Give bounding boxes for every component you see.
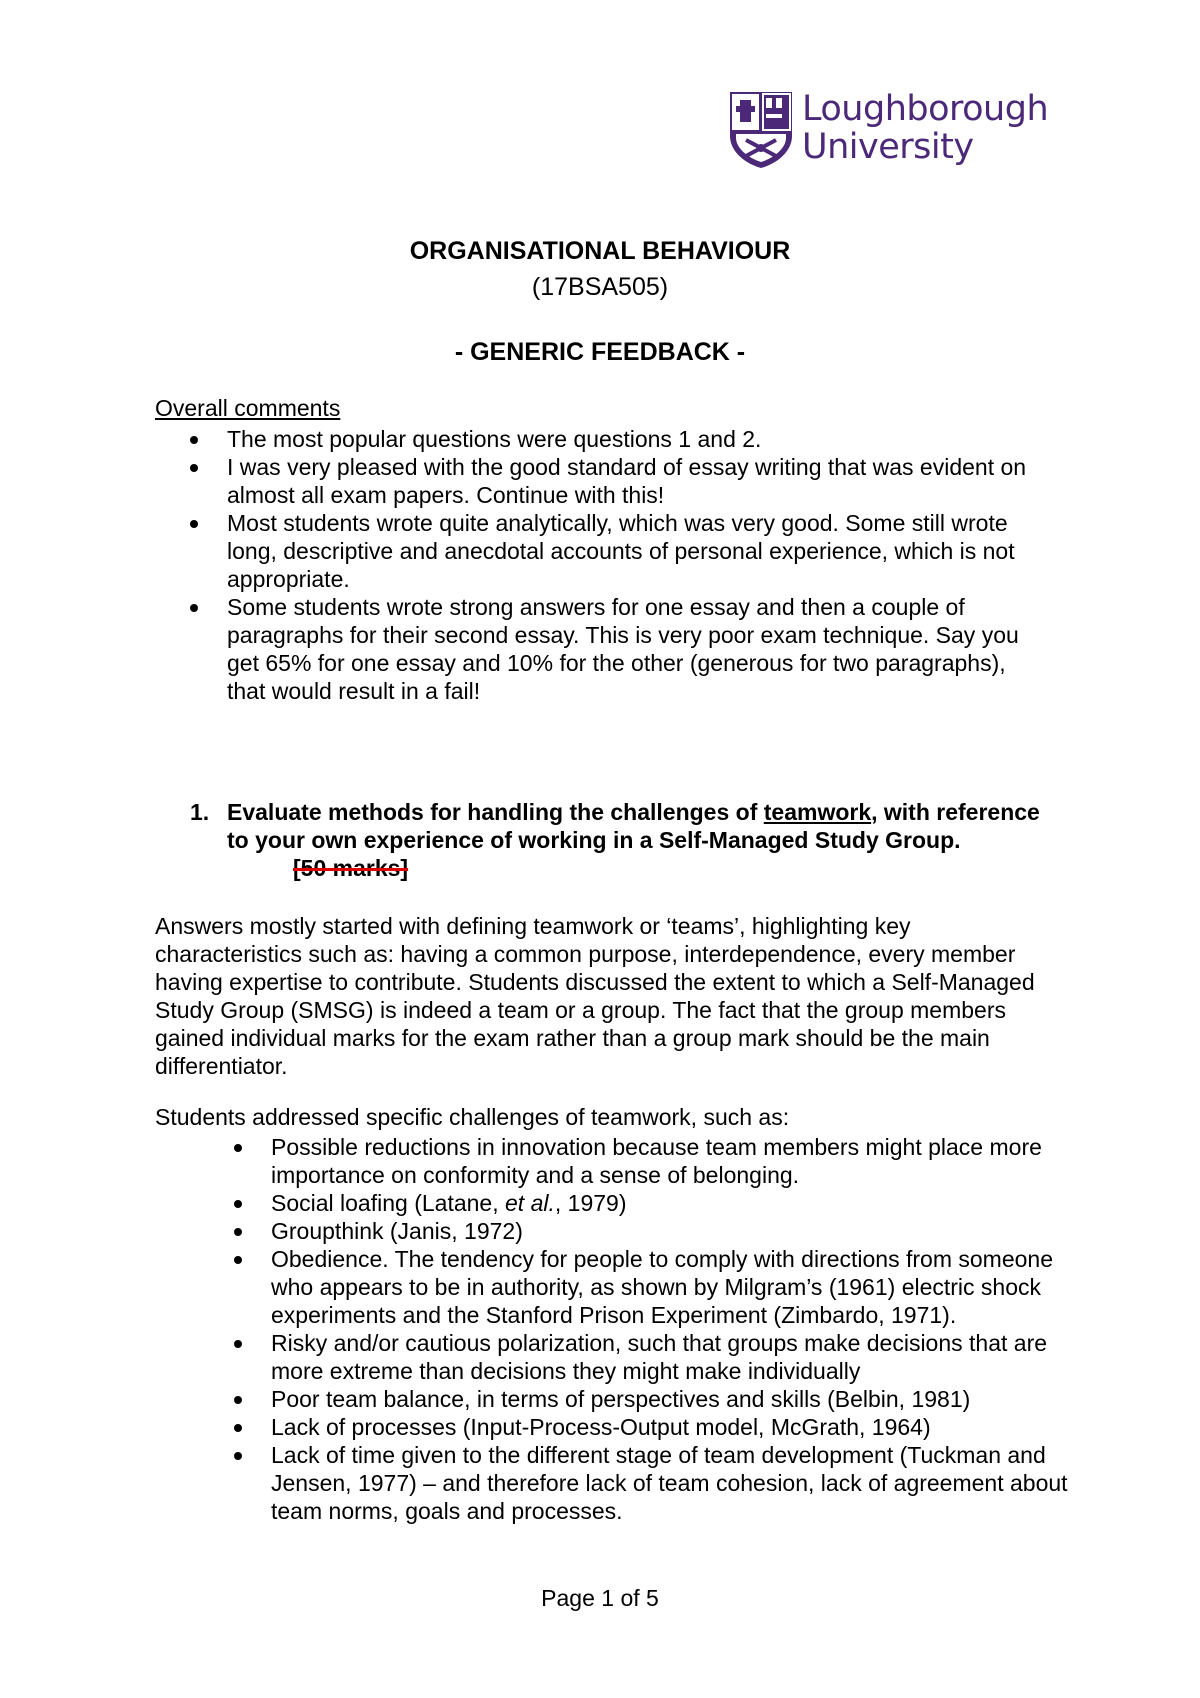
- page-number: Page 1 of 5: [541, 1585, 659, 1611]
- list-item-text: Poor team balance, in terms of perspectives and skills (Belbin, 1981): [271, 1386, 971, 1412]
- list-item: [227, 593, 1047, 705]
- list-item-text: I was very pleased with the good standard of essay writing that was evident on almost all exam papers. Continue with this!: [227, 454, 1027, 508]
- list-item: [271, 1189, 1071, 1217]
- list-item: [271, 1441, 1071, 1525]
- list-item: [271, 1245, 1071, 1329]
- list-item-text: Risky and/or cautious polarization, such that groups make decisions that are more extreme than decisions they might make individually: [271, 1330, 1048, 1384]
- list-item: [227, 425, 1047, 453]
- bullet-icon: [234, 1424, 242, 1432]
- list-item: [271, 1217, 1071, 1245]
- struck-marks: [50 marks]: [293, 855, 409, 881]
- bullet-icon: [234, 1340, 242, 1348]
- university-logo: [728, 89, 1049, 172]
- bullet-icon: [190, 604, 198, 612]
- page-title: ORGANISATIONAL BEHAVIOUR: [409, 237, 791, 265]
- answer-paragraph-2: Students addressed specific challenges of teamwork, such as:: [155, 1104, 790, 1130]
- list-item-text: Groupthink (Janis, 1972): [271, 1218, 523, 1244]
- list-item-text: The most popular questions were questions 1 and 2.: [227, 426, 762, 452]
- university-name-line2: University: [802, 127, 974, 167]
- bullet-icon: [190, 464, 198, 472]
- list-item-text-end: , 1979): [554, 1190, 627, 1216]
- question-underlined-term: teamwork: [763, 799, 872, 825]
- list-item: [227, 453, 1047, 509]
- university-name-line1: Loughborough: [802, 89, 1049, 129]
- course-code: (17BSA505): [531, 273, 669, 301]
- list-item-text: Most students wrote quite analytically, which was very good. Some still wrote long, descriptive and anecdotal accounts of personal experience, which is not appropriate.: [227, 510, 1015, 592]
- list-item: [271, 1385, 1071, 1413]
- bullet-icon: [234, 1200, 242, 1208]
- bullet-icon: [234, 1396, 242, 1404]
- list-item-text: Obedience. The tendency for people to comply with directions from someone who appears to be in authority, as shown by Milgram’s (1961) electric shock experiments and the Stanford Prison Experiment (Zimbardo, 1971).: [271, 1246, 1053, 1328]
- bullet-icon: [190, 520, 198, 528]
- list-item: [271, 1329, 1071, 1385]
- overall-comments-heading: Overall comments: [155, 395, 341, 421]
- bullet-icon: [234, 1144, 242, 1152]
- list-item: [271, 1133, 1071, 1189]
- page-subtitle: - GENERIC FEEDBACK -: [454, 338, 746, 366]
- question-text-start: Evaluate methods for handling the challenges of: [227, 799, 764, 825]
- bullet-icon: [234, 1228, 242, 1236]
- bullet-icon: [234, 1452, 242, 1460]
- answer-paragraph-1: Answers mostly started with defining teamwork or ‘teams’, highlighting key characteristics such as: having a common purpose, interdependence, every member having expertise to contribute. Students discussed the extent to which a Self-Managed Study Group (SMSG) is indeed a team or a group. The fact that the group members gained individual marks for the exam rather than a group mark should be the main differentiator.: [155, 913, 1035, 1079]
- challenges-list: [271, 1133, 1071, 1525]
- university-name: [802, 90, 1048, 166]
- question-number: 1.: [190, 799, 210, 825]
- list-item: [271, 1413, 1071, 1441]
- list-item-text: Some students wrote strong answers for one essay and then a couple of paragraphs for their second essay. This is very poor exam technique. Say you get 65% for one essay and 10% for the other (generous for two paragraphs), that would result in a fail!: [227, 594, 1019, 704]
- list-item-text: Social loafing (Latane,: [271, 1190, 505, 1216]
- bullet-icon: [190, 436, 198, 444]
- list-item: [227, 509, 1047, 593]
- bullet-icon: [234, 1256, 242, 1264]
- question-1: [190, 798, 1047, 882]
- question-text-end: , with reference to your own experience of working in a Self-Managed Study Group.: [227, 799, 1040, 853]
- list-item-text: Possible reductions in innovation because team members might place more importance on conformity and a sense of belonging.: [271, 1134, 1042, 1188]
- overall-comments-list: [227, 425, 1047, 705]
- list-item-text: Lack of processes (Input-Process-Output model, McGrath, 1964): [271, 1414, 931, 1440]
- list-item-italic: et al.: [505, 1190, 555, 1216]
- university-crest-icon: [728, 90, 794, 170]
- list-item-text: Lack of time given to the different stage of team development (Tuckman and Jensen, 1977) – and therefore lack of team cohesion, lack of agreement about team norms, goals and processes.: [271, 1442, 1068, 1524]
